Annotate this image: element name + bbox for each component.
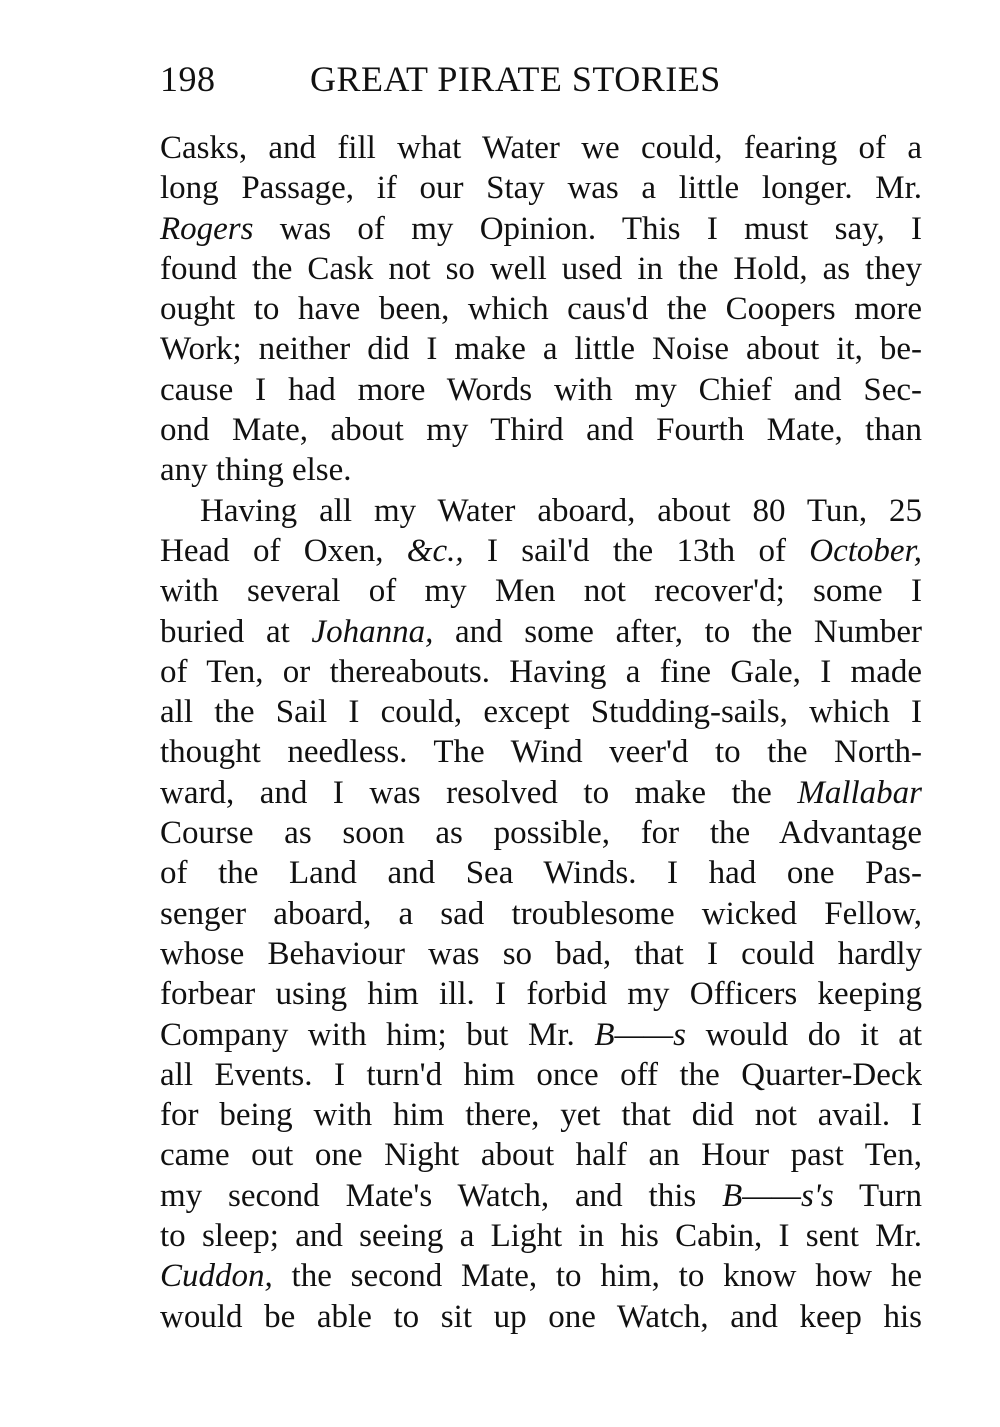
text-run: would do it at [686,1016,923,1053]
text-run: ward, and I was resolved to make the [160,774,798,811]
text-run: was of my Opinion. This I must say, I [253,210,922,247]
italic-text: Johanna, [311,613,434,650]
text-run: of the Land and Sea Winds. I had one Pas- [160,855,922,892]
text-line [160,934,922,974]
text-run: with several of my Men not recover'd; some I [160,573,922,610]
text-line [160,289,922,329]
text-line [160,1015,922,1055]
italic-text: Rogers [160,210,254,247]
text-line [160,410,922,450]
italic-text: B——s [594,1016,687,1053]
text-line [160,692,922,732]
text-line [160,813,922,853]
text-line [160,128,922,168]
text-line [160,571,922,611]
text-line [160,1135,922,1175]
text-line [160,531,922,571]
text-run: and some after, to the Number [433,613,923,650]
text-run: came out one Night about half an Hour past Ten, [160,1137,922,1174]
running-head [160,58,721,100]
text-run: all the Sail I could, except Studding-sails, which I [160,694,922,731]
text-line [160,1095,922,1135]
text-run: thought needless. The Wind veer'd to the North- [160,734,922,771]
text-line [160,1176,922,1216]
text-run: buried at [160,613,312,650]
text-line [160,491,922,531]
text-run: long Passage, if our Stay was a little longer. Mr. [160,170,922,207]
text-run: Course as soon as possible, for the Advantage [160,815,922,852]
text-line [160,974,922,1014]
italic-text: Mallabar [797,774,922,811]
text-line [160,1297,922,1337]
text-line [160,1055,922,1095]
text-line [160,853,922,893]
text-line [160,612,922,652]
text-run: Head of Oxen, [160,532,407,569]
body-text [160,128,922,1337]
italic-text: B——s's [722,1177,834,1214]
text-line [160,1256,922,1296]
text-run: any thing else. [160,452,352,489]
text-run: Casks, and fill what Water we could, fearing of a [160,130,922,166]
text-run: senger aboard, a sad troublesome wicked Fellow, [160,895,922,932]
text-line [160,249,922,289]
text-run: ond Mate, about my Third and Fourth Mate, than [160,412,922,449]
text-line [160,732,922,772]
text-run: cause I had more Words with my Chief and Sec- [160,371,922,408]
text-line [160,329,922,369]
text-run: my second Mate's Watch, and this [160,1177,723,1214]
text-line [160,209,922,249]
text-run: to sleep; and seeing a Light in his Cabin, I sent Mr. [160,1218,922,1255]
text-line [160,1216,922,1256]
italic-text: Cuddon, [160,1258,273,1295]
text-run: Having all my Water aboard, about 80 Tun, 25 [200,492,922,529]
italic-text: &c., [406,532,464,569]
running-title: GREAT PIRATE STORIES [310,59,721,99]
text-line [160,652,922,692]
text-run: found the Cask not so well used in the Hold, as they [160,250,922,287]
text-run: Company with him; but Mr. [160,1016,595,1053]
text-run: the second Mate, to him, to know how he [272,1258,922,1295]
text-run: I sail'd the 13th of [463,532,810,569]
text-run: would be able to sit up one Watch, and keep his [160,1298,922,1335]
text-run: of Ten, or thereabouts. Having a fine Gale, I made [160,653,922,690]
text-run: all Events. I turn'd him once off the Quarter-Deck [160,1056,922,1093]
text-run: ought to have been, which caus'd the Coopers more [160,291,922,328]
text-run: Turn [833,1177,922,1214]
text-run: for being with him there, yet that did not avail. I [160,1097,922,1134]
text-run: Work; neither did I make a little Noise about it, be- [160,331,922,368]
page-number: 198 [160,59,216,99]
text-run: forbear using him ill. I forbid my Officers keeping [160,976,922,1013]
text-line [160,450,922,490]
text-line [160,894,922,934]
text-line [160,370,922,410]
italic-text: October, [809,532,922,569]
text-run: whose Behaviour was so bad, that I could hardly [160,935,922,972]
text-line [160,168,922,208]
text-line [160,773,922,813]
